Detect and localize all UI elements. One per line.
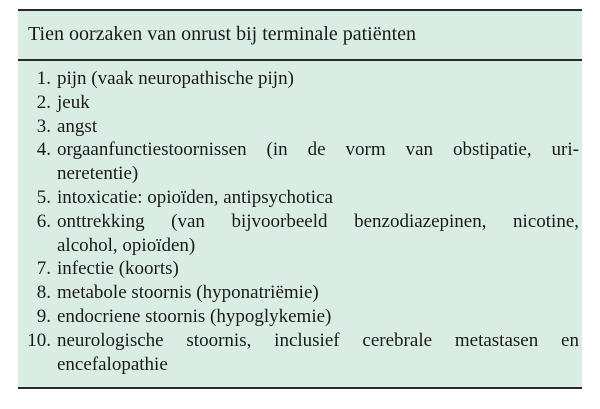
list-item (18, 91, 582, 115)
item-number: 5. (36, 186, 51, 208)
table-title: Tien oorzaken van onrust bij terminale patiënten (28, 23, 417, 45)
list-item (18, 281, 582, 305)
bottom-rule (18, 387, 582, 389)
item-text: orgaanfunctiestoornissen (in de vorm van obstipatie, uri- (57, 139, 579, 161)
item-number: 10. (27, 329, 51, 351)
item-number: 1. (36, 68, 51, 89)
item-text: neurologische stoornis, inclusief cerebrale metastasen en (57, 329, 579, 351)
item-number: 8. (36, 282, 51, 304)
item-text: onttrekking (van bijvoorbeeld benzodiazepinen, nicotine, (57, 210, 579, 232)
list-item (18, 138, 582, 186)
item-text-continued: encefalopathie (57, 353, 168, 375)
list-item (18, 186, 582, 210)
item-number: 2. (36, 91, 51, 113)
list-item (18, 329, 582, 377)
list-item (18, 210, 582, 258)
item-text: jeuk (57, 91, 90, 113)
list-item (18, 115, 582, 139)
item-number: 3. (36, 115, 51, 137)
item-number: 7. (36, 258, 51, 280)
item-text-continued: alcohol, opioïden) (57, 234, 196, 256)
list-item (18, 305, 582, 329)
item-text: endocriene stoornis (hypoglykemie) (57, 305, 332, 327)
causes-table (18, 9, 582, 389)
item-number: 6. (36, 210, 51, 232)
item-text: metabole stoornis (hyponatriëmie) (57, 282, 319, 304)
item-text: angst (57, 115, 98, 137)
item-text: pijn (vaak neuropathische pijn) (57, 68, 294, 89)
item-number: 9. (36, 305, 51, 327)
item-text: infectie (koorts) (57, 258, 179, 280)
item-text-continued: neretentie) (57, 163, 139, 185)
header-rule (18, 59, 582, 61)
causes-list (18, 67, 582, 376)
top-rule (18, 9, 582, 11)
list-item (18, 67, 582, 91)
list-item (18, 257, 582, 281)
item-text: intoxicatie: opioïden, antipsychotica (57, 186, 333, 208)
item-number: 4. (36, 139, 51, 161)
